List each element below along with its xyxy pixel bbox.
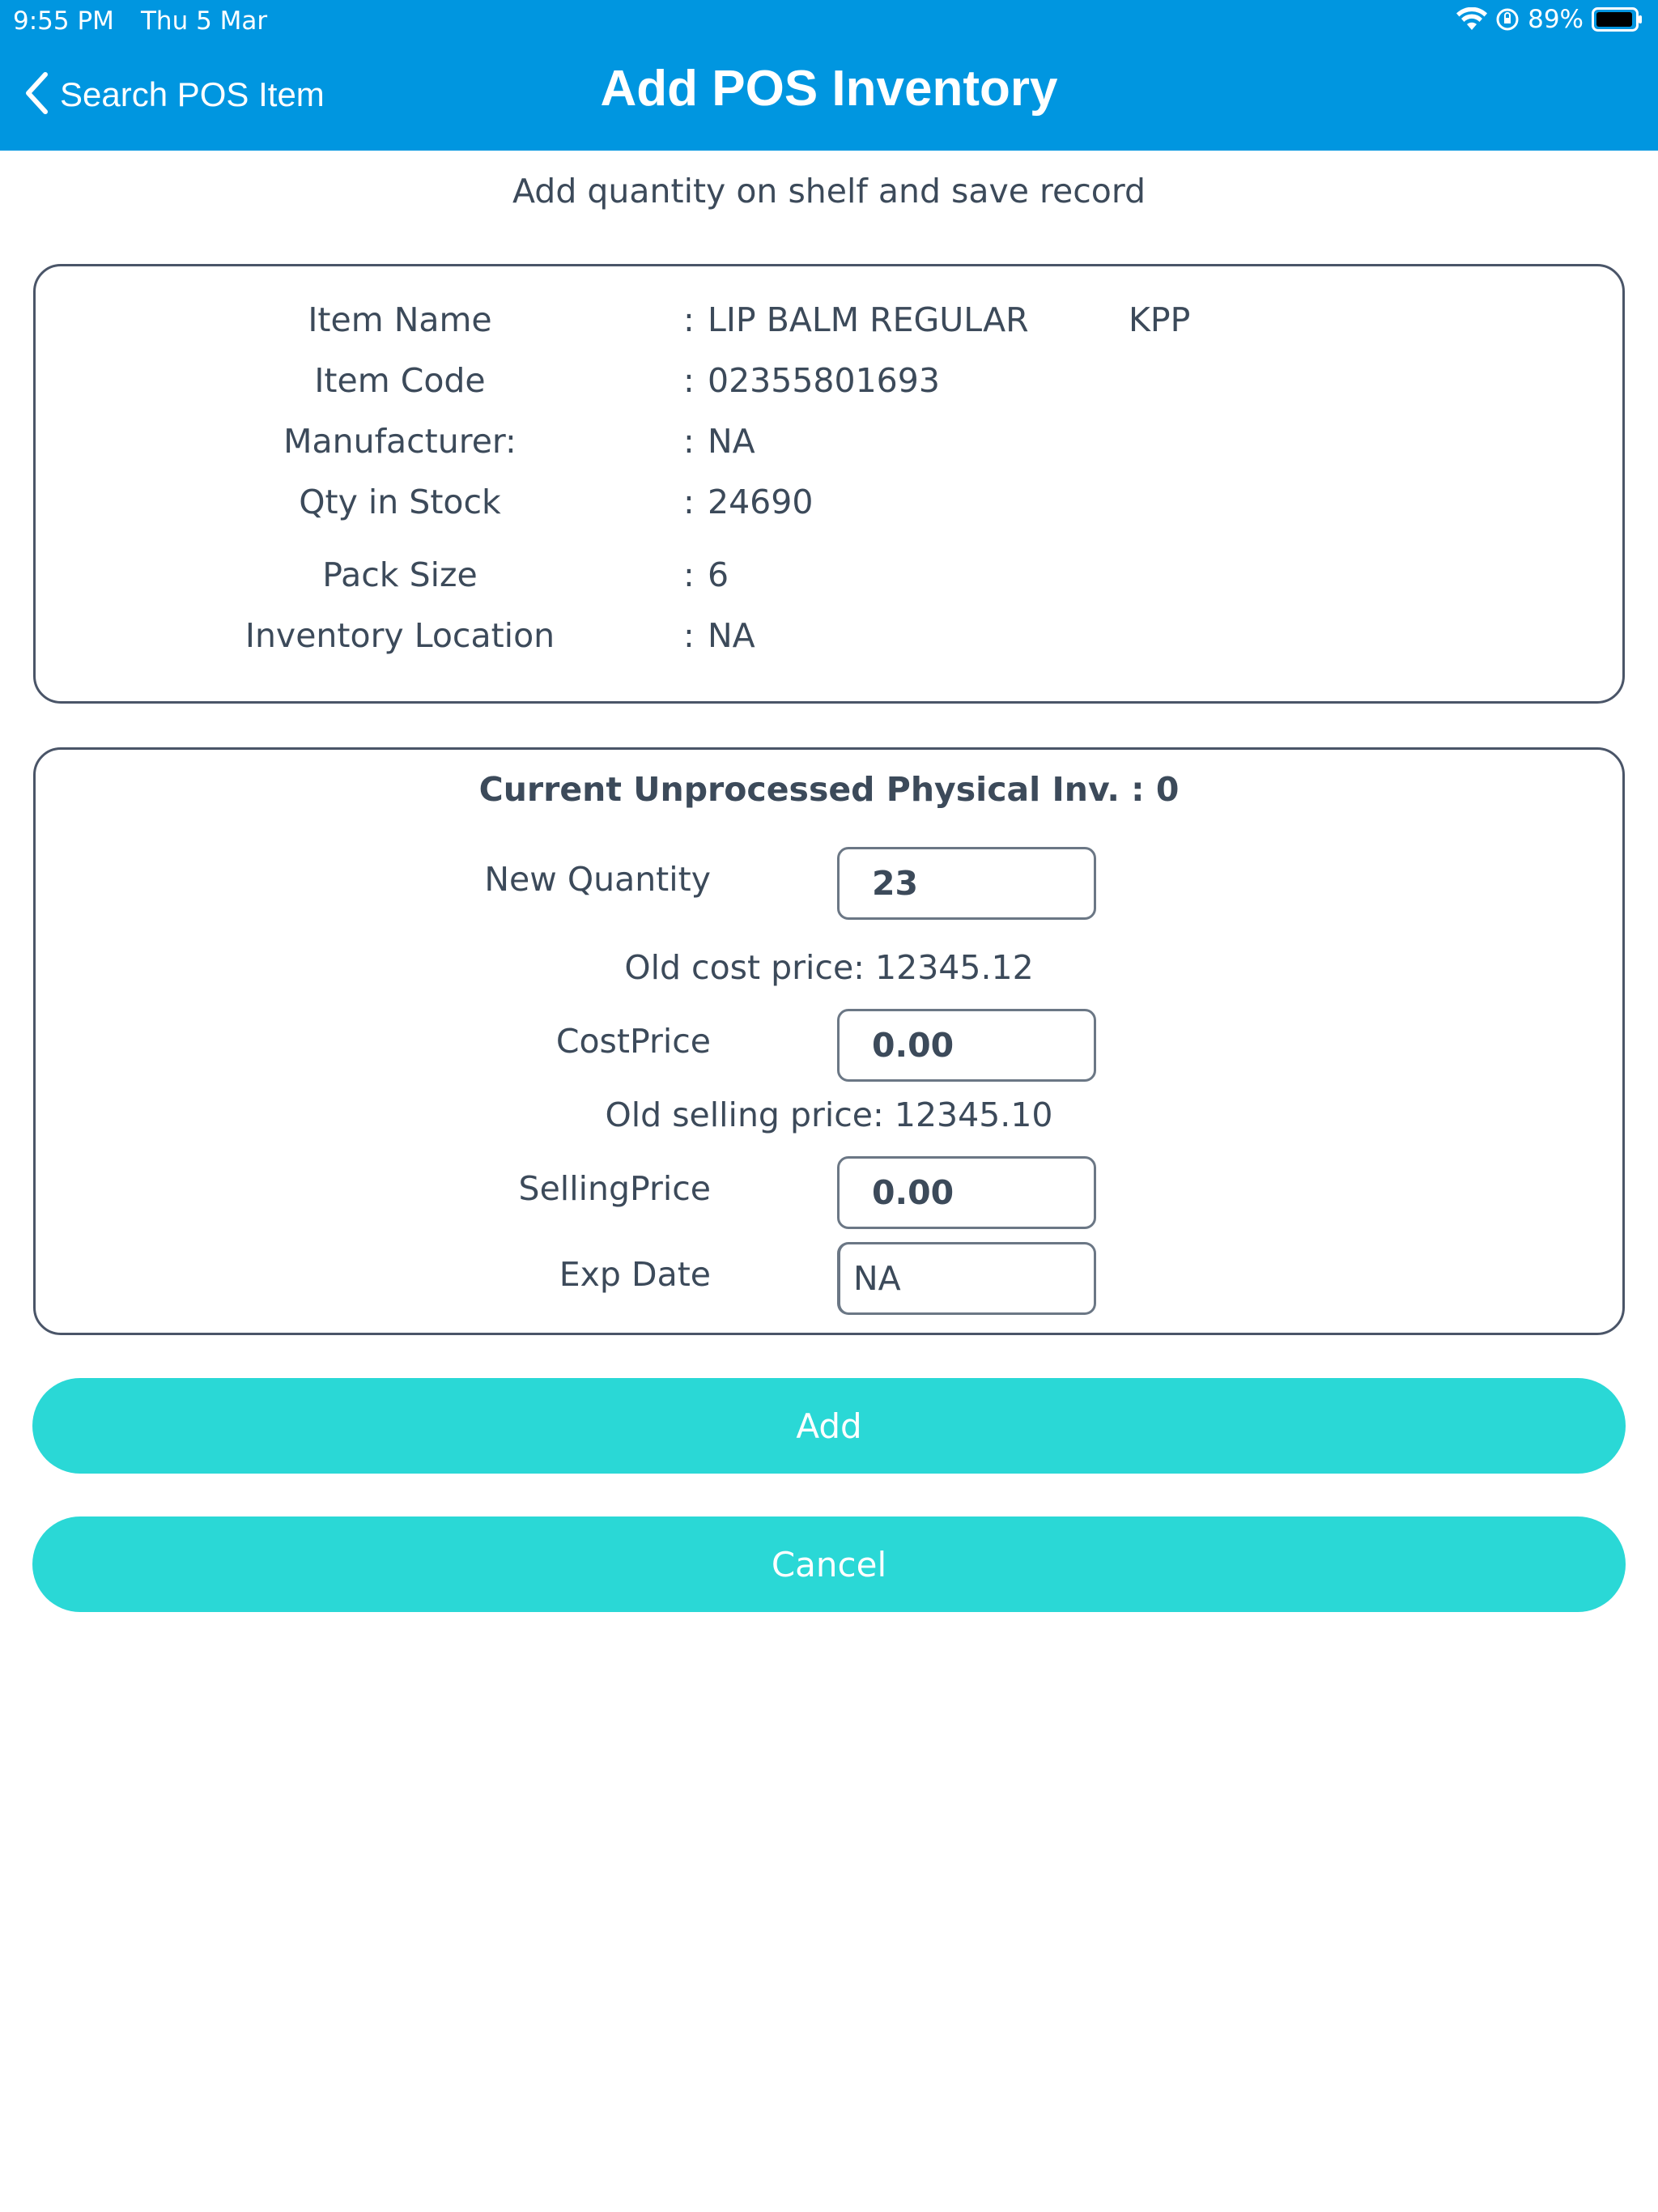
info-extra: KPP bbox=[1129, 300, 1191, 339]
status-time: 9:55 PM bbox=[13, 6, 114, 36]
info-value: NA bbox=[708, 422, 755, 461]
info-colon: : bbox=[683, 300, 695, 339]
info-value: 02355801693 bbox=[708, 361, 940, 400]
battery-percent: 89% bbox=[1528, 5, 1584, 34]
info-colon: : bbox=[683, 616, 695, 655]
inventory-entry-card bbox=[33, 747, 1625, 1335]
orientation-lock-icon bbox=[1495, 7, 1520, 32]
info-colon: : bbox=[683, 483, 695, 521]
info-value: 6 bbox=[708, 555, 729, 594]
exp-date-input[interactable]: NA bbox=[837, 1242, 1096, 1315]
info-row-item-name bbox=[36, 300, 1622, 349]
info-colon: : bbox=[683, 555, 695, 594]
exp-date-label: Exp Date bbox=[559, 1255, 711, 1294]
page-title: Add POS Inventory bbox=[600, 61, 1058, 117]
selling-price-label: SellingPrice bbox=[518, 1169, 711, 1208]
status-indicators bbox=[1456, 5, 1643, 34]
selling-price-input[interactable]: 0.00 bbox=[837, 1156, 1096, 1229]
page-subtitle: Add quantity on shelf and save record bbox=[512, 172, 1146, 211]
info-label: Qty in Stock bbox=[299, 483, 501, 521]
info-colon: : bbox=[683, 422, 695, 461]
wifi-icon bbox=[1456, 7, 1487, 32]
info-row-pack-size bbox=[36, 555, 1622, 604]
info-value: NA bbox=[708, 616, 755, 655]
info-row-qty-in-stock bbox=[36, 483, 1622, 531]
cancel-button[interactable]: Cancel bbox=[32, 1516, 1626, 1612]
status-date: Thu 5 Mar bbox=[141, 6, 268, 36]
old-cost-price: Old cost price: 12345.12 bbox=[624, 948, 1034, 987]
header-bar bbox=[0, 0, 1658, 151]
old-selling-price: Old selling price: 12345.10 bbox=[605, 1095, 1053, 1134]
status-bar bbox=[0, 0, 1658, 42]
add-button[interactable]: Add bbox=[32, 1378, 1626, 1474]
nav-bar bbox=[0, 49, 1658, 151]
info-label: Inventory Location bbox=[244, 616, 555, 655]
cost-price-input[interactable]: 0.00 bbox=[837, 1009, 1096, 1082]
battery-icon bbox=[1592, 6, 1643, 32]
cost-price-label: CostPrice bbox=[555, 1022, 711, 1061]
info-label: Pack Size bbox=[322, 555, 478, 594]
info-label: Item Code bbox=[314, 361, 486, 400]
info-value: LIP BALM REGULAR bbox=[708, 300, 1029, 339]
info-row-manufacturer bbox=[36, 422, 1622, 470]
info-value: 24690 bbox=[708, 483, 814, 521]
info-row-item-code bbox=[36, 361, 1622, 410]
item-info-card bbox=[33, 264, 1625, 704]
info-row-inventory-location bbox=[36, 616, 1622, 665]
info-label: Item Name bbox=[308, 300, 492, 339]
new-quantity-label: New Quantity bbox=[484, 860, 711, 899]
back-button-label: Search POS Item bbox=[60, 75, 325, 113]
info-colon: : bbox=[683, 361, 695, 400]
new-quantity-input[interactable]: 23 bbox=[837, 847, 1096, 920]
info-label: Manufacturer: bbox=[283, 422, 517, 461]
unprocessed-inventory-header: Current Unprocessed Physical Inv. : 0 bbox=[478, 770, 1180, 809]
